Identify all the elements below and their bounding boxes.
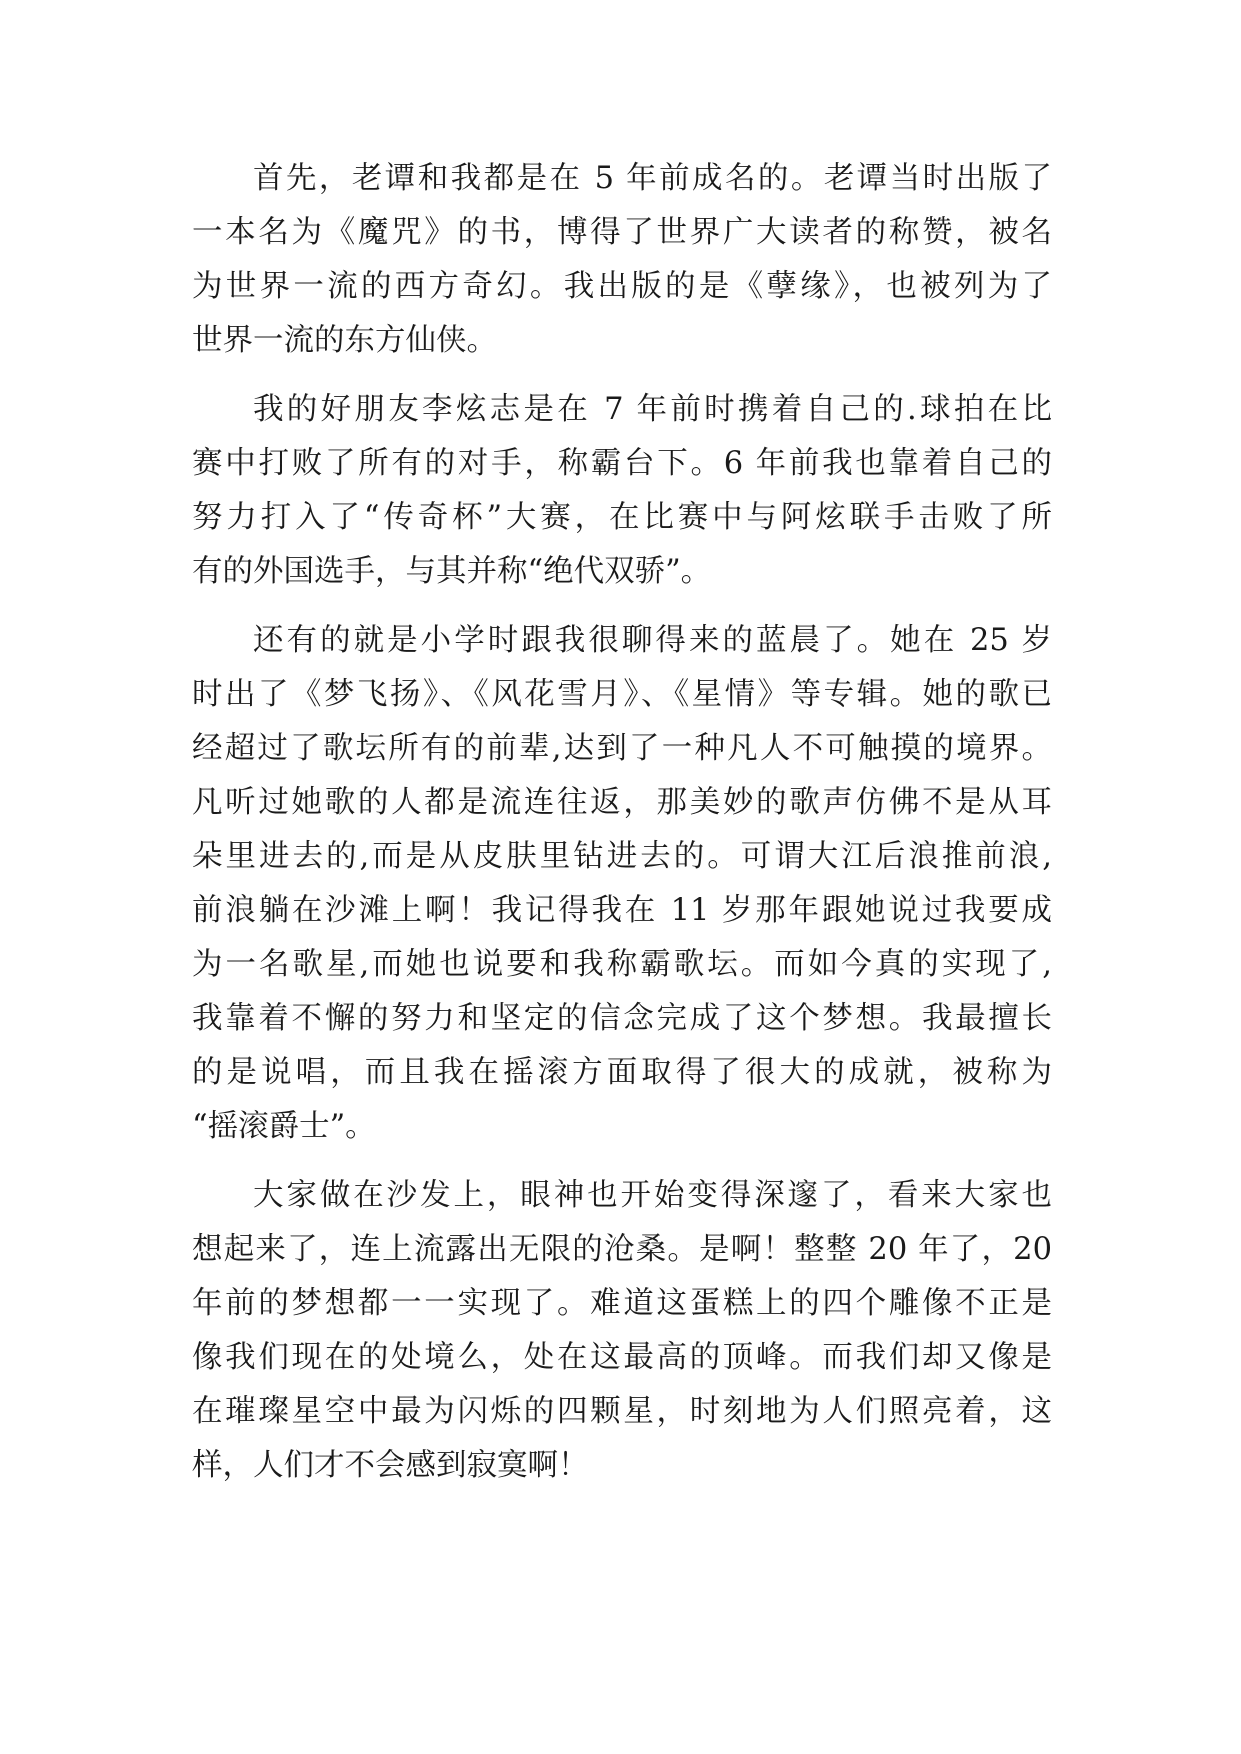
text-line: 大家做在沙发上，眼神也开始变得深邃了，看来大家也 bbox=[253, 1178, 1052, 1213]
text-line: 年前的梦想都一一实现了。难道这蛋糕上的四个雕像不正是 bbox=[192, 1286, 1052, 1321]
text-line: 经超过了歌坛所有的前辈,达到了一种凡人不可触摸的境界。 bbox=[192, 731, 1052, 766]
paragraph-3 bbox=[192, 614, 1052, 1154]
text-line: 我靠着不懈的努力和坚定的信念完成了这个梦想。我最擅长 bbox=[192, 1001, 1052, 1036]
text-line: “摇滚爵士”。 bbox=[192, 1109, 376, 1144]
text-line: 首先，老谭和我都是在 5 年前成名的。老谭当时出版了 bbox=[253, 161, 1052, 196]
text-line: 为一名歌星,而她也说要和我称霸歌坛。而如今真的实现了, bbox=[192, 947, 1052, 982]
paragraph-2 bbox=[192, 383, 1052, 599]
text-line: 一本名为《魔咒》的书，博得了世界广大读者的称赞，被名 bbox=[192, 215, 1052, 250]
text-line: 像我们现在的处境么，处在这最高的顶峰。而我们却又像是 bbox=[192, 1340, 1052, 1375]
text-line: 时出了《梦飞扬》、《风花雪月》、《星情》等专辑。她的歌已 bbox=[192, 677, 1052, 712]
text-line: 赛中打败了所有的对手，称霸台下。6 年前我也靠着自己的 bbox=[192, 446, 1052, 481]
text-line: 样，人们才不会感到寂寞啊！ bbox=[192, 1448, 589, 1483]
text-line: 我的好朋友李炫志是在 7 年前时携着自己的.球拍在比 bbox=[253, 392, 1052, 427]
text-line: 的是说唱，而且我在摇滚方面取得了很大的成就，被称为 bbox=[192, 1055, 1052, 1090]
text-line: 凡听过她歌的人都是流连往返，那美妙的歌声仿佛不是从耳 bbox=[192, 785, 1052, 820]
paragraph-1 bbox=[192, 152, 1052, 368]
text-line: 前浪躺在沙滩上啊！我记得我在 11 岁那年跟她说过我要成 bbox=[192, 893, 1052, 928]
text-line: 朵里进去的,而是从皮肤里钻进去的。可谓大江后浪推前浪, bbox=[192, 839, 1052, 874]
text-line: 为世界一流的西方奇幻。我出版的是《孽缘》，也被列为了 bbox=[192, 269, 1052, 304]
paragraph-4 bbox=[192, 1169, 1052, 1493]
text-line: 努力打入了“传奇杯”大赛，在比赛中与阿炫联手击败了所 bbox=[192, 500, 1052, 535]
text-line: 有的外国选手，与其并称“绝代双骄”。 bbox=[192, 554, 712, 589]
text-line: 世界一流的东方仙侠。 bbox=[192, 323, 497, 358]
text-line: 在璀璨星空中最为闪烁的四颗星，时刻地为人们照亮着，这 bbox=[192, 1394, 1052, 1429]
text-line: 想起来了，连上流露出无限的沧桑。是啊！整整 20 年了，20 bbox=[192, 1232, 1052, 1267]
text-line: 还有的就是小学时跟我很聊得来的蓝晨了。她在 25 岁 bbox=[253, 623, 1052, 658]
document-body bbox=[192, 152, 1052, 1493]
